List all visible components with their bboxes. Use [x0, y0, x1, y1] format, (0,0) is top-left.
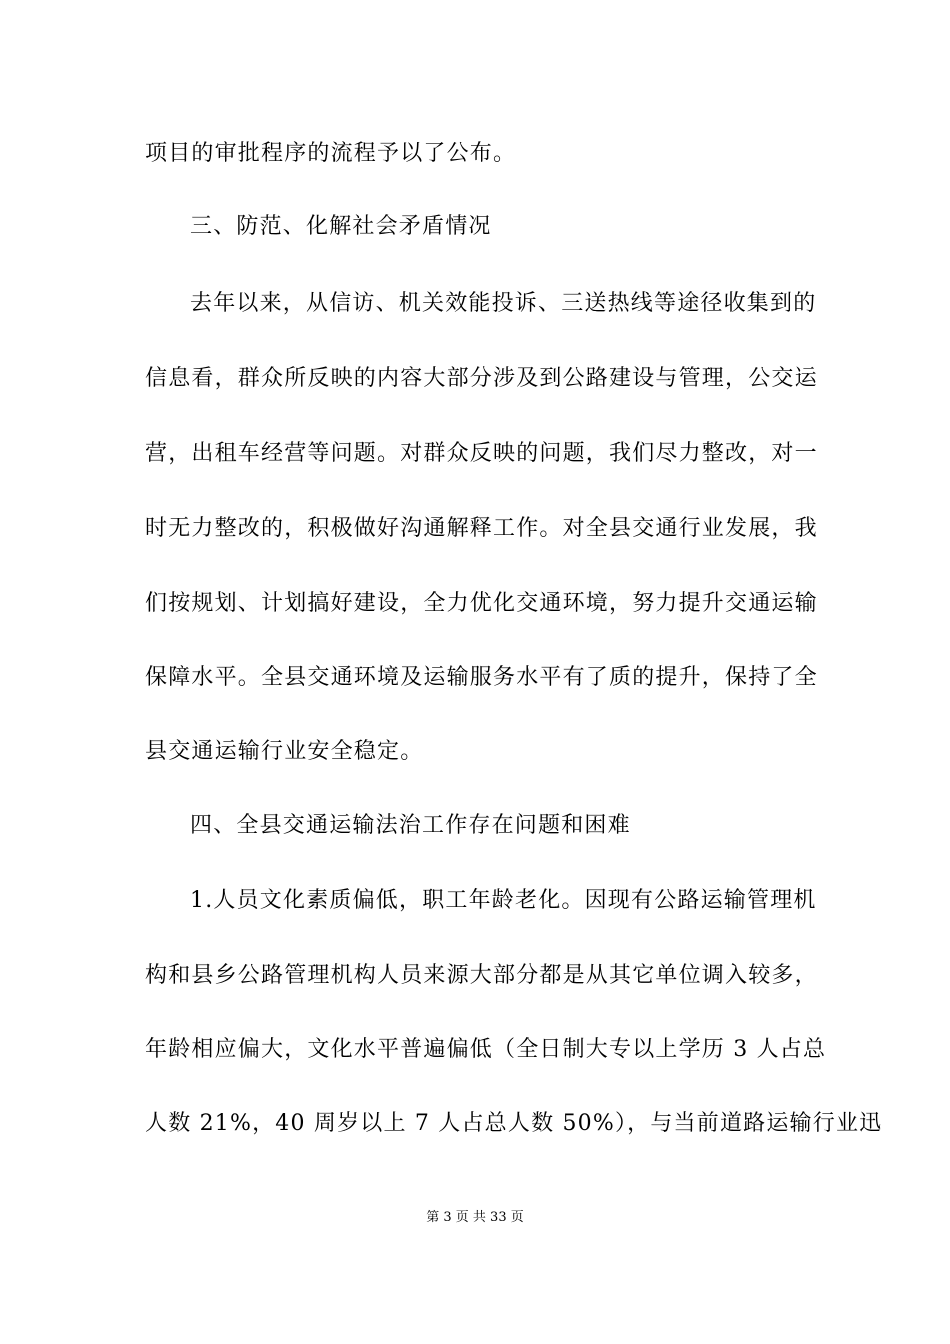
paragraph-line: 项目的审批程序的流程予以了公布。 — [145, 141, 517, 166]
paragraph-line: 构和县乡公路管理机构人员来源大部分都是从其它单位调入较多， — [145, 963, 818, 988]
paragraph-line: 时无力整改的，积极做好沟通解释工作。对全县交通行业发展，我 — [145, 516, 818, 541]
section-heading: 四、全县交通运输法治工作存在问题和困难 — [190, 813, 631, 838]
paragraph-line: 营，出租车经营等问题。对群众反映的问题，我们尽力整改，对一 — [145, 441, 818, 466]
paragraph-line: 年龄相应偏大，文化水平普遍偏低（全日制大专以上学历 3 人占总 — [145, 1037, 827, 1062]
page-footer: 第 3 页 共 33 页 — [426, 1210, 524, 1225]
paragraph-line: 去年以来，从信访、机关效能投诉、三送热线等途径收集到的 — [190, 291, 817, 316]
paragraph-line: 县交通运输行业安全稳定。 — [145, 739, 424, 764]
section-heading: 三、防范、化解社会矛盾情况 — [190, 214, 492, 239]
paragraph-line: 信息看，群众所反映的内容大部分涉及到公路建设与管理，公交运 — [145, 366, 818, 391]
paragraph-line: 人数 21%，40 周岁以上 7 人占总人数 50%），与当前道路运输行业迅 — [145, 1111, 883, 1136]
paragraph-line: 们按规划、计划搞好建设，全力优化交通环境，努力提升交通运输 — [145, 591, 818, 616]
paragraph-line: 1.人员文化素质偏低，职工年龄老化。因现有公路运输管理机 — [190, 888, 817, 913]
paragraph-line: 保障水平。全县交通环境及运输服务水平有了质的提升，保持了全 — [145, 665, 818, 690]
